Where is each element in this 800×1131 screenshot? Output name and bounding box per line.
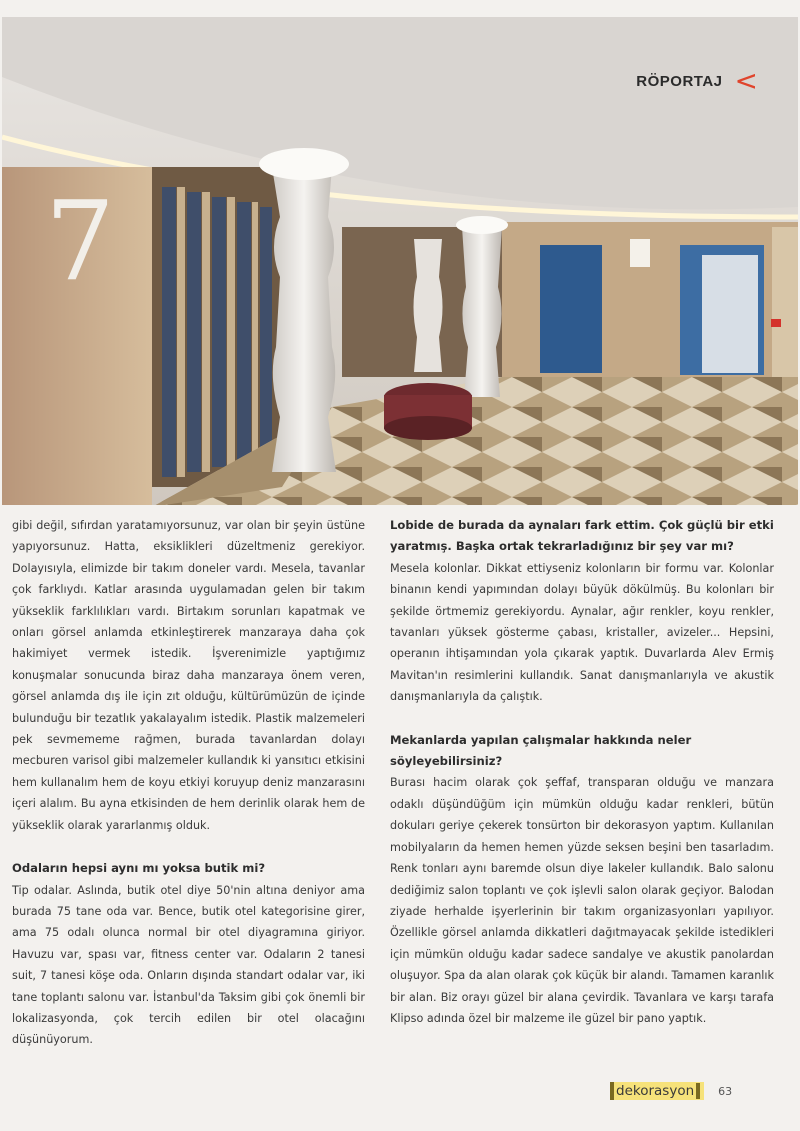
answer-paragraph: Mesela kolonlar. Dikkat ettiyseniz kolonların bir formu var. Kolonlar binanın kendi yapımından dolayı büyük dökülmüş. Bu kolonları bir şekilde örtmemiz gerekiyordu. Aynalar, ağır renkler, koyu renkler, tavanları yüksek gösterme çabası, kristaller, avizeler... Hepsini, operanın ihtişamından yola çıkarak yaptık. Duvarlarda Alev Ermiş Mavitan'ın resimlerini kullandık. Sanat danışmanlarıyla ve akustik danışmanlarıyla da çalıştık. bbox=[390, 561, 774, 704]
page-footer bbox=[610, 1082, 732, 1100]
section-title: RÖPORTAJ bbox=[636, 72, 723, 90]
article-right-column bbox=[390, 515, 774, 1029]
logo-bar bbox=[696, 1083, 700, 1099]
answer-paragraph: Burası hacim olarak çok şeffaf, transparan olduğu ve manzara odaklı düşündüğüm için mümkün olduğu kadar renkleri, bütün dokuları geriye çekerek tonsürton bir dekorasyon yaptım. Kullanılan mobilyaların da hemen hemen yüzde seksen beşini ben tasarladım. Renk tonları aynı baremde olsun diye lakeler kullandık. Balo salonu dediğimiz salon toplantı ve çok işlevli salon olarak geçiyor. Balodan ziyade herhalde işyerlerinin bir takım organizasyonları yapılıyor. Özellikle görsel anlamda dikkatleri dağıtmayacak şekilde istedikleri için mümkün olduğu kadar sadece sandalye ve akustik panolardan oluşuyor. Spa da alan olarak çok küçük bir alandı. Tamamen karanlık bir alan. Biz orayı güzel bir alana çevirdik. Tavanlara ve karşı tarafa Klipso adında özel bir malzeme ile güzel bir pano yaptık. bbox=[390, 776, 774, 1025]
answer-paragraph: Tip odalar. Aslında, butik otel diye 50'nin altına deniyor ama burada 75 tane oda var. Bence, butik otel kategorisine girer, ama 75 odalı olunca normal bir otel diyagramına giriyor. Havuzu var, spası var, fitness center var. Odaların 2 tanesi suit, 7 tanesi köşe oda. Onların dışında standart odalar var, iki tane toplantı salonu var. İstanbul'da Taksim gibi çok önemli bir lokalizasyonda, çok tercih edilen bir otel olacağını düşünüyorum. bbox=[12, 883, 365, 1047]
article-left-column bbox=[12, 515, 365, 1051]
question-heading: Mekanlarda yapılan çalışmalar hakkında neler söyleyebilirsiniz? bbox=[390, 732, 692, 769]
magazine-name: dekorasyon bbox=[616, 1083, 695, 1099]
room-number-sign: 7 bbox=[45, 177, 115, 305]
hotel-corridor-photo bbox=[2, 17, 798, 505]
question-heading: Odaların hepsi aynı mı yoksa butik mi? bbox=[12, 861, 266, 876]
answer-paragraph: gibi değil, sıfırdan yaratamıyorsunuz, var olan bir şeyin üstüne yapıyorsunuz. Hatta, eksiklikleri düzeltmeniz gerekiyor. Dolayısıyla, elimizde bir takım doneler vardı. Mesela, tavanlar çok farklıydı. Katlar arasında uygulamadan gelen bir takım yükseklik farklılıkları vardı. Birtakım sorunları kapatmak ve onları görsel anlamda etkinleştirerek manzaraya daha çok hakimiyet vermek istedik. İşverenimizle yaptığımız konuşmalar sonucunda biraz daha manzaraya önem veren, görsel anlamda dış ile için zıt olduğu, kültürümüzün de içinde bulunduğu bir tezatlık yakalayalım istedik. Plastik malzemeleri pek sevmememe rağmen, burada tavanlardan dolayı mecburen varisol gibi malzemeler kullandık ki yansıtıcı etkisini hem kullanalım hem de koyu etkiyi koruyup deniz manzarasını içeri alalım. Bu ayna etkisinden de hem derinlik olarak hem de yükseklik olarak yararlanmış olduk. bbox=[12, 519, 365, 832]
section-header bbox=[636, 64, 758, 97]
question-heading: Lobide de burada da aynaları fark ettim. Çok güçlü bir etki yaratmış. Başka ortak tekrarladığınız bir şey var mı? bbox=[390, 518, 774, 554]
magazine-logo bbox=[610, 1082, 704, 1100]
chevron-left-icon: < bbox=[734, 64, 758, 97]
page-number: 63 bbox=[718, 1084, 733, 1098]
